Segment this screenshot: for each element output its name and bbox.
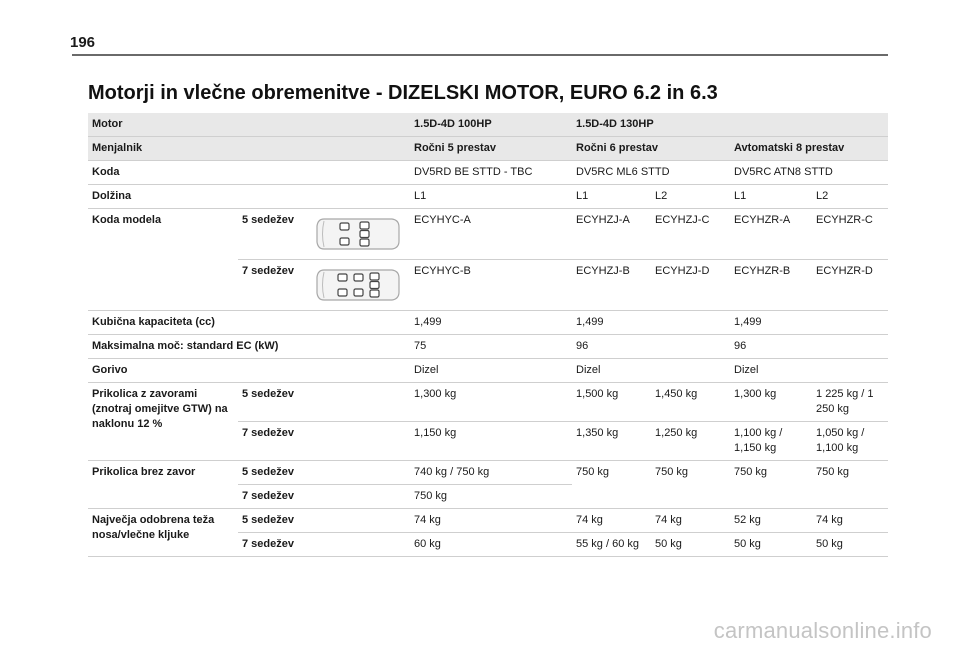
seat-label: 7 sedežev	[238, 533, 410, 557]
table-cell: 1,450 kg	[651, 383, 730, 422]
table-cell: Ročni 6 prestav	[572, 137, 730, 161]
row-label: Motor	[88, 113, 410, 137]
table-cell: 1,300 kg	[730, 383, 812, 422]
row-label: Prikolica z zavorami (znotraj omejitve GTW) na naklonu 12 %	[88, 383, 238, 461]
table-cell: 1,499	[410, 311, 572, 335]
table-cell: L1	[572, 185, 651, 209]
table-cell: ECYHZJ-B	[572, 260, 651, 311]
table-cell: ECYHZR-C	[812, 209, 888, 260]
table-cell: 74 kg	[812, 509, 888, 533]
table-cell: L1	[410, 185, 572, 209]
table-cell: 74 kg	[572, 509, 651, 533]
table-cell: 74 kg	[651, 509, 730, 533]
table-cell: Dizel	[572, 359, 730, 383]
capacity-row	[88, 311, 888, 335]
table-cell: 1,100 kg / 1,150 kg	[730, 422, 812, 461]
table-cell: 1,150 kg	[410, 422, 572, 461]
code-row	[88, 161, 888, 185]
page-title: Motorji in vlečne obremenitve - DIZELSKI MOTOR, EURO 6.2 in 6.3	[88, 82, 718, 104]
table-header-row	[88, 113, 888, 137]
table-cell: 96	[572, 335, 730, 359]
table-cell: Dizel	[730, 359, 888, 383]
table-cell: ECYHZR-D	[812, 260, 888, 311]
table-cell: 1,300 kg	[410, 383, 572, 422]
table-cell: DV5RD BE STTD - TBC	[410, 161, 572, 185]
seat-label: 5 sedežev	[238, 209, 310, 260]
table-cell: 1,499	[730, 311, 888, 335]
table-cell: 50 kg	[812, 533, 888, 557]
table-cell: 52 kg	[730, 509, 812, 533]
table-cell: 1,050 kg / 1,100 kg	[812, 422, 888, 461]
power-row	[88, 335, 888, 359]
fuel-row	[88, 359, 888, 383]
table-cell: 750 kg	[730, 461, 812, 509]
table-cell: 1,500 kg	[572, 383, 651, 422]
table-cell: ECYHZR-B	[730, 260, 812, 311]
table-cell: 740 kg / 750 kg	[410, 461, 572, 485]
table-cell: ECYHZR-A	[730, 209, 812, 260]
van-5-seat-layout-icon	[310, 209, 410, 260]
row-label: Maksimalna moč: standard EC (kW)	[88, 335, 410, 359]
table-cell: Avtomatski 8 prestav	[730, 137, 888, 161]
table-cell: 75	[410, 335, 572, 359]
table-cell: ECYHYC-B	[410, 260, 572, 311]
table-cell: 750 kg	[651, 461, 730, 509]
table-cell: Dizel	[410, 359, 572, 383]
van-7-seat-layout-icon	[310, 260, 410, 311]
seat-label: 5 sedežev	[238, 383, 410, 422]
table-cell: 55 kg / 60 kg	[572, 533, 651, 557]
table-cell: 1,350 kg	[572, 422, 651, 461]
seat-label: 7 sedežev	[238, 260, 310, 311]
table-cell: 1 225 kg / 1 250 kg	[812, 383, 888, 422]
table-cell: L1	[730, 185, 812, 209]
table-cell: ECYHZJ-A	[572, 209, 651, 260]
row-label: Gorivo	[88, 359, 410, 383]
seat-label: 7 sedežev	[238, 485, 410, 509]
table-cell: ECYHZJ-C	[651, 209, 730, 260]
seat-label: 7 sedežev	[238, 422, 410, 461]
table-cell: 60 kg	[410, 533, 572, 557]
engine-100hp-header: 1.5D-4D 100HP	[410, 113, 572, 137]
table-cell: ECYHZJ-D	[651, 260, 730, 311]
row-label: Kubična kapaciteta (cc)	[88, 311, 410, 335]
row-label: Menjalnik	[88, 137, 410, 161]
watermark: carmanualsonline.info	[713, 618, 932, 643]
table-cell: L2	[651, 185, 730, 209]
braked-trailer-5-seat-row	[88, 383, 888, 422]
table-cell: 1,250 kg	[651, 422, 730, 461]
engine-130hp-header: 1.5D-4D 130HP	[572, 113, 888, 137]
row-label: Največja odobrena teža nosa/vlečne kljuke	[88, 509, 238, 557]
table-cell: DV5RC ML6 STTD	[572, 161, 730, 185]
row-label: Dolžina	[88, 185, 410, 209]
table-cell: 50 kg	[651, 533, 730, 557]
unbraked-trailer-5-seat-row	[88, 461, 888, 485]
table-cell: 74 kg	[410, 509, 572, 533]
model-code-5-seat-row	[88, 209, 888, 260]
row-label: Prikolica brez zavor	[88, 461, 238, 509]
row-label: Koda modela	[88, 209, 238, 311]
table-cell: DV5RC ATN8 STTD	[730, 161, 888, 185]
seat-label: 5 sedežev	[238, 461, 410, 485]
length-row	[88, 185, 888, 209]
table-cell: L2	[812, 185, 888, 209]
table-cell: 50 kg	[730, 533, 812, 557]
table-cell: 96	[730, 335, 888, 359]
table-cell: 750 kg	[812, 461, 888, 509]
table-cell: 1,499	[572, 311, 730, 335]
table-cell: 750 kg	[572, 461, 651, 509]
table-cell: 750 kg	[410, 485, 572, 509]
gearbox-row	[88, 137, 888, 161]
seat-label: 5 sedežev	[238, 509, 410, 533]
row-label: Koda	[88, 161, 410, 185]
header-divider	[72, 54, 888, 56]
engine-spec-table	[88, 113, 888, 557]
table-cell: ECYHYC-A	[410, 209, 572, 260]
nose-weight-5-seat-row	[88, 509, 888, 533]
table-cell: Ročni 5 prestav	[410, 137, 572, 161]
page-number: 196	[70, 34, 96, 51]
